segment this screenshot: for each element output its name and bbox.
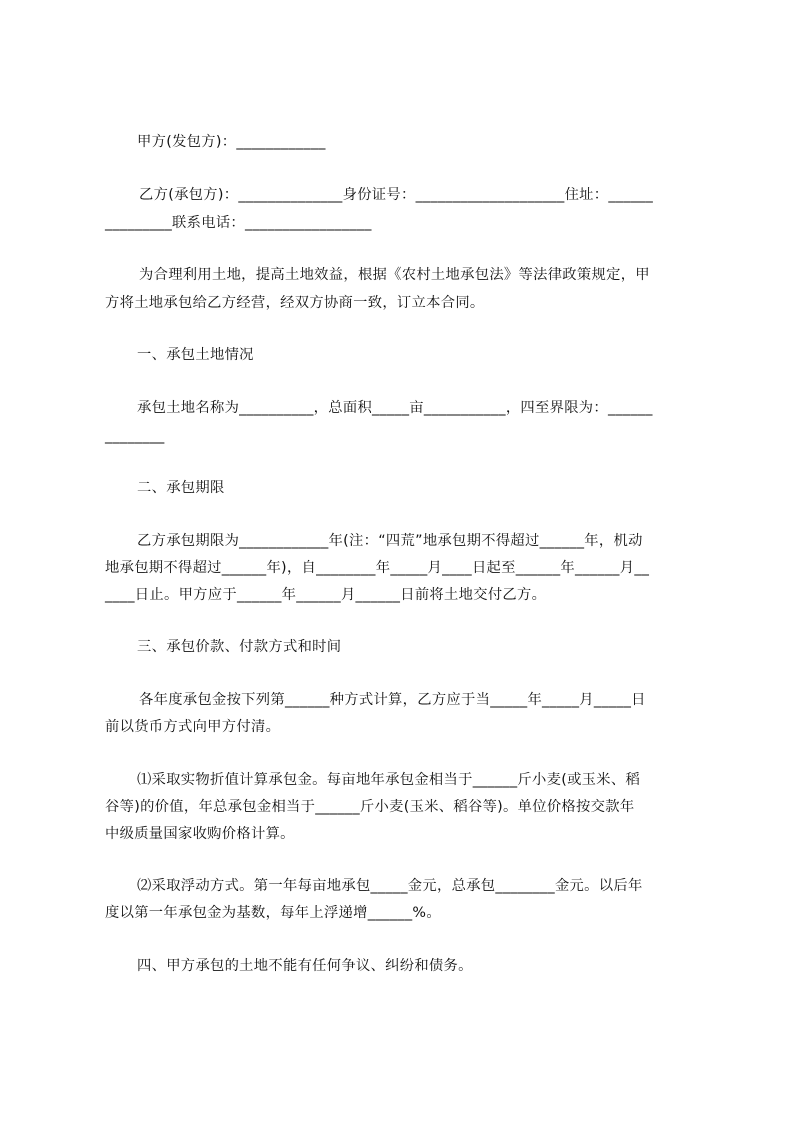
method-1-line-3: 中级质量国家收购价格计算。 [105,826,295,842]
payment-line-2: 前以货币方式向甲方付清。 [105,719,281,735]
section-4-heading: 四、甲方承包的土地不能有任何争议、纠纷和债务。 [137,958,473,974]
method-1-line-2: 谷等)的价值，年总承包金相当于______斤小麦(玉米、稻谷等)。单位价格按交款年 [105,799,635,815]
term-line-1: 乙方承包期限为____________年(注：“四荒”地承包期不得超过______年，机动 [137,533,643,549]
method-1-line-1: ⑴采取实物折值计算承包金。每亩地年承包金相当于______斤小麦(或玉米、稻 [137,772,641,788]
section-2-heading: 二、承包期限 [137,480,225,496]
term-line-3: ____日止。甲方应于______年______月______日前将土地交付乙方。 [105,587,547,603]
party-b-contact-line: _________联系电话：_________________ [105,215,372,231]
payment-line-1: 各年度承包金按下列第______种方式计算，乙方应于当_____年_____月_____日 [139,692,646,708]
party-b-line: 乙方(承包方)：______________身份证号：____________________住址：______ [139,187,654,203]
land-info-line-1: 承包土地名称为__________，总面积_____亩___________，四至界限为：______ [137,400,653,416]
preamble-line-2: 方将土地承包给乙方经营，经双方协商一致，订立本合同。 [105,295,485,311]
party-a-line: 甲方(发包方)：____________ [137,134,326,150]
section-1-heading: 一、承包土地情况 [137,347,254,363]
term-line-2: 地承包期不得超过______年)，自________年_____月____日起至______年______月__ [105,560,650,576]
section-3-heading: 三、承包价款、付款方式和时间 [137,639,342,655]
land-info-line-2: ________ [105,428,165,444]
preamble-line-1: 为合理利用土地，提高土地效益，根据《农村土地承包法》等法律政策规定，甲 [139,267,650,283]
method-2-line-2: 度以第一年承包金为基数，每年上浮递增______%。 [105,905,441,921]
method-2-line-1: ⑵采取浮动方式。第一年每亩地承包_____金元，总承包________金元。以后年 [137,878,643,894]
